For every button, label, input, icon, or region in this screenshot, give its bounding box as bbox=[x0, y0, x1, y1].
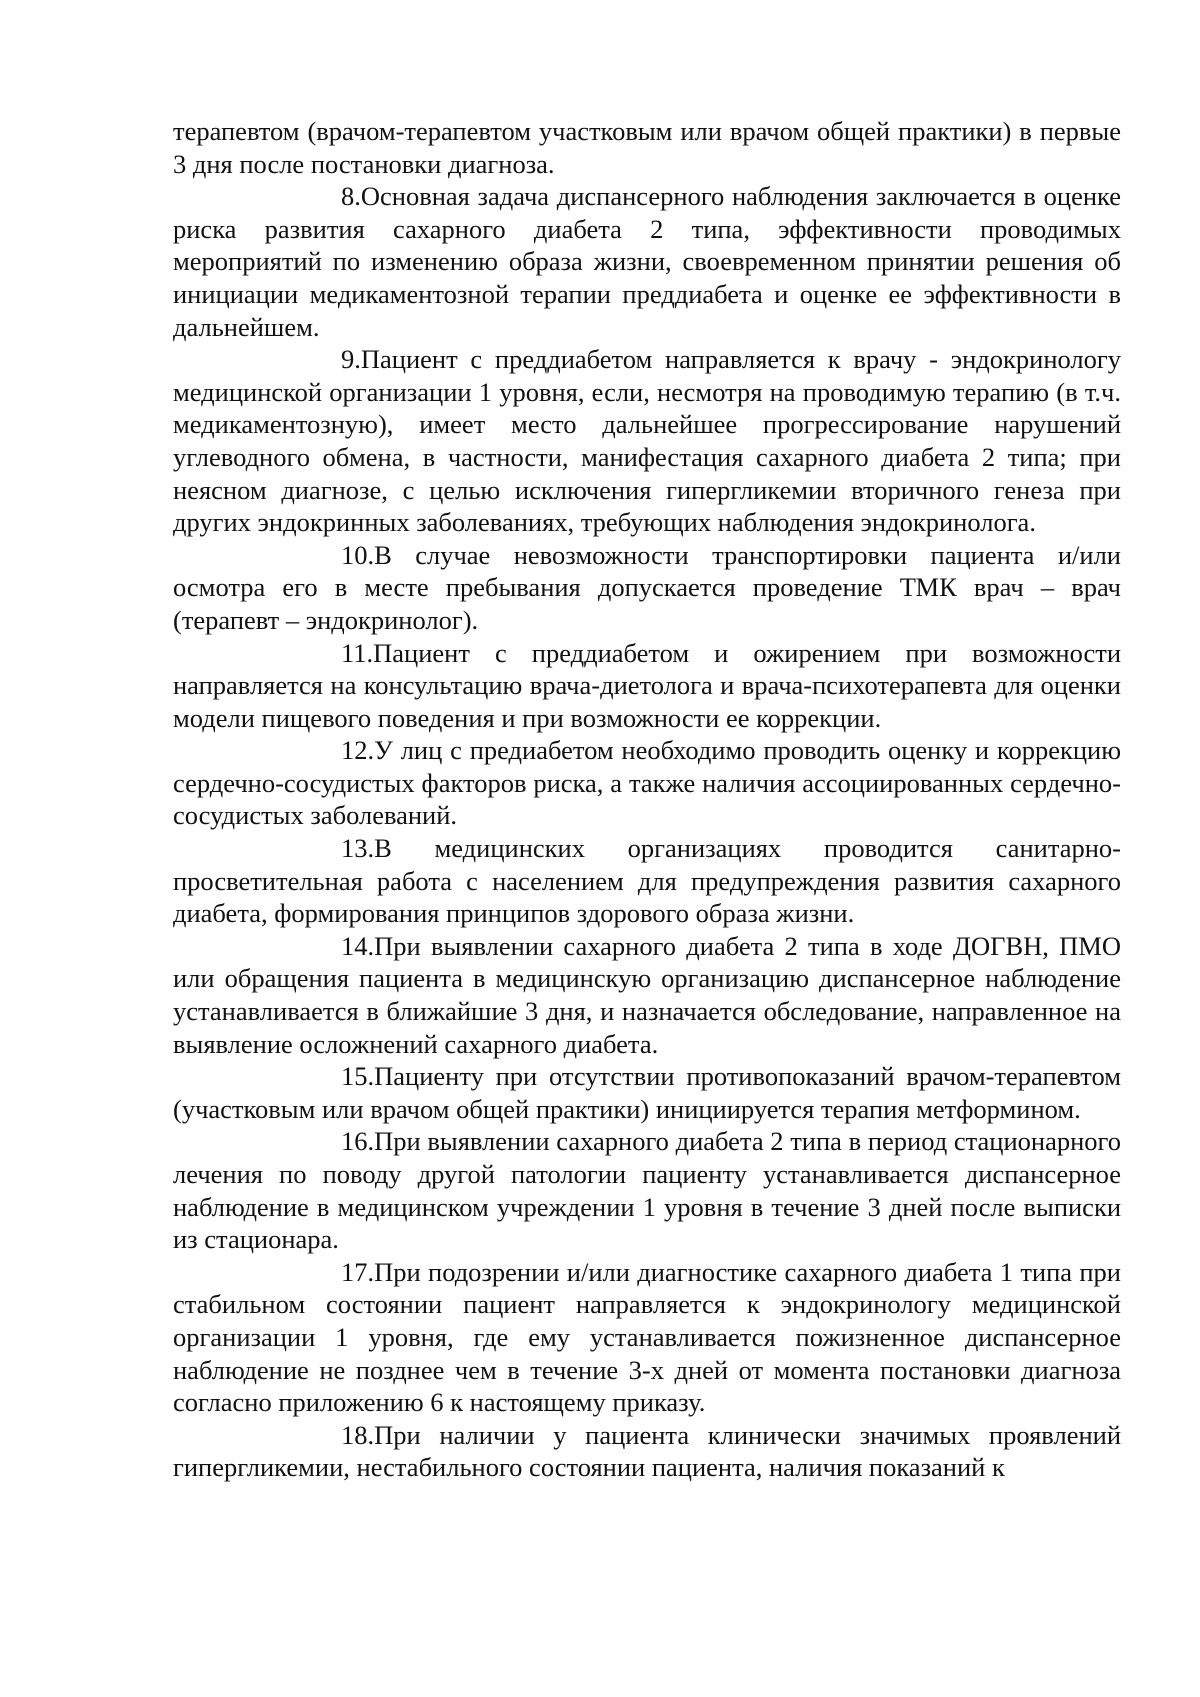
item-number: 15. bbox=[341, 1061, 375, 1092]
item-number: 12. bbox=[341, 735, 375, 766]
item-text: У лиц с предиабетом необходимо проводить оценку и коррекцию сердечно-сосудистых факторов риска, а также наличия ассоциированных сердечно-сосудистых заболеваний. bbox=[173, 735, 1121, 831]
item-number: 9. bbox=[341, 344, 361, 375]
item-number: 16. bbox=[341, 1126, 375, 1157]
item-text: При выявлении сахарного диабета 2 типа в ходе ДОГВН, ПМО или обращения пациента в медицинскую организацию диспансерное наблюдение устанавливается в ближайшие 3 дня, и назначается обследование, направленное на выявление осложнений сахарного диабета. bbox=[173, 930, 1121, 1059]
list-item bbox=[173, 1256, 1121, 1419]
list-item bbox=[173, 1125, 1121, 1255]
item-number: 13. bbox=[341, 833, 375, 864]
item-number: 17. bbox=[341, 1256, 375, 1287]
list-item bbox=[173, 180, 1121, 343]
item-text: При выявлении сахарного диабета 2 типа в период стационарного лечения по поводу другой патологии пациенту устанавливается диспансерное наблюдение в медицинском учреждении 1 уровня в течение 3 дней после выписки из стационара. bbox=[173, 1126, 1121, 1255]
list-item bbox=[173, 1419, 1121, 1484]
item-text: Основная задача диспансерного наблюдения заключается в оценке риска развития сахарного диабета 2 типа, эффективности проводимых мероприятий по изменению образа жизни, своевременном принятии решения об инициации медикаментозной терапии преддиабета и оценке ее эффективности в дальнейшем. bbox=[173, 181, 1121, 342]
item-text: Пациент с преддиабетом и ожирением при возможности направляется на консультацию врача-диетолога и врача-психотерапевта для оценки модели пищевого поведения и при возможности ее коррекции. bbox=[173, 637, 1121, 733]
list-item bbox=[173, 343, 1121, 539]
item-number: 18. bbox=[341, 1419, 375, 1450]
item-text: При подозрении и/или диагностике сахарного диабета 1 типа при стабильном состоянии пациент направляется к эндокринологу медицинской организации 1 уровня, где ему устанавливается пожизненное диспансерное наблюдение не позднее чем в течение 3-х дней от момента постановки диагноза согласно приложению 6 к настоящему приказу. bbox=[173, 1256, 1121, 1418]
item-number: 14. bbox=[341, 930, 375, 961]
list-item bbox=[173, 1060, 1121, 1125]
item-number: 10. bbox=[341, 539, 375, 570]
item-number: 11. bbox=[341, 637, 374, 668]
list-item bbox=[173, 930, 1121, 1060]
continuation-paragraph: терапевтом (врачом-терапевтом участковым или врачом общей практики) в первые 3 дня после постановки диагноза. bbox=[173, 116, 1121, 179]
item-text: В случае невозможности транспортировки пациента и/или осмотра его в месте пребывания допускается проведение ТМК врач – врач (терапевт – эндокринолог). bbox=[173, 539, 1121, 635]
list-item bbox=[173, 637, 1121, 735]
list-item bbox=[173, 539, 1121, 637]
list-item bbox=[173, 832, 1121, 930]
item-number: 8. bbox=[341, 181, 361, 212]
item-text: Пациенту при отсутствии противопоказаний врачом-терапевтом (участковым или врачом общей практики) инициируется терапия метформином. bbox=[173, 1061, 1121, 1124]
document-body bbox=[173, 115, 1121, 1484]
item-text: При наличии у пациента клинически значимых проявлений гипергликемии, нестабильного состоянии пациента, наличия показаний к bbox=[173, 1419, 1121, 1483]
list-item bbox=[173, 734, 1121, 832]
item-text: В медицинских организациях проводится санитарно-просветительная работа с населением для предупреждения развития сахарного диабета, формирования принципов здорового образа жизни. bbox=[173, 833, 1121, 929]
item-text: Пациент с преддиабетом направляется к врачу - эндокринологу медицинской организации 1 уровня, если, несмотря на проводимую терапию (в т.ч. медикаментозную), имеет место дальнейшее прогрессирование нарушений углеводного обмена, в частности, манифестация сахарного диабета 2 типа; при неясном диагнозе, с целью исключения гипергликемии вторичного генеза при других эндокринных заболеваниях, требующих наблюдения эндокринолога. bbox=[173, 344, 1121, 538]
